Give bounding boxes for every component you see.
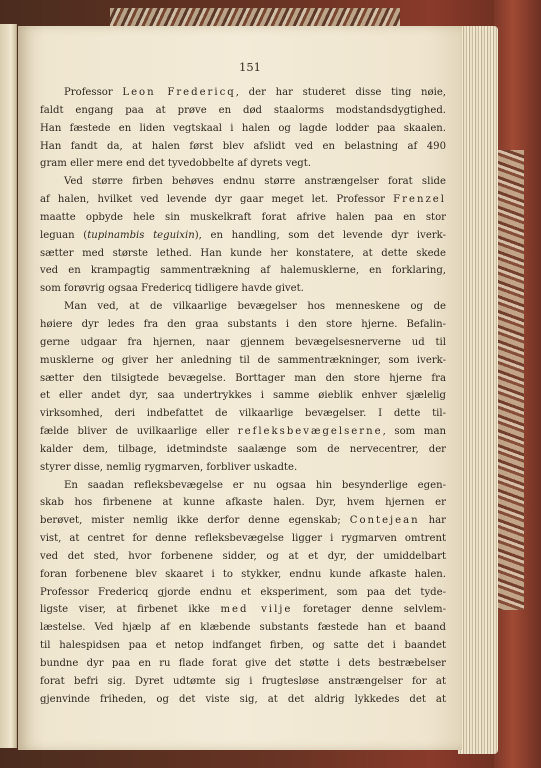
text-line: høiere dyr ledes fra den graa substants i den store hjerne. Befalin- [40,318,446,330]
text-line: forat befri sig. Dyret udtømte sig i frugtesløse anstrængelser for at [40,675,446,687]
text-line: kalder dem, tilbage, idetmindste saalænge som de nervecentrer, der [40,443,446,455]
text-line: styrer disse, nemlig rygmarven, forbliver uskadte. [40,461,298,473]
text-line: berøvet, mister nemlig ikke derfor denne egenskab; Contejean har [40,515,446,527]
text-line: sætter med største lethed. Han kunde her konstatere, at dette skede [40,247,446,259]
text-line: vist, at centret for denne refleksbevægelse ligger i rygmarven omtrent [40,533,446,545]
page-number: 151 [239,60,261,74]
book-page [18,26,462,750]
text-line: fælde bliver de uvilkaarlige eller refleksbevægelserne, som man [40,426,446,438]
text-line: gram eller mere end det tyvedobbelte af dyrets vegt. [40,158,312,170]
text-line: gerne udgaar fra hjernen, naar gjennem bevægelsesnerverne ud til [40,336,446,348]
text-line: Professor Leon Fredericq, der har studeret disse ting nøie, [64,87,446,98]
text-line: Professor Fredericq gjorde endnu et eksperiment, som paa det tyde- [40,586,446,598]
text-line: til halespidsen paa et netop indfanget firben, og satte det i baandet [40,640,446,652]
text-line: Man ved, at de vilkaarlige bevægelser hos menneskene og de [64,301,446,313]
text-line: foran forbenene blev skaaret i to stykker, endnu kunde afkaste halen. [40,568,446,580]
text-line: faldt engang paa at prøve en død staalorms modstandsdygtighed. [40,104,446,116]
text-line: Han fandt da, at halen først blev afslidt ved en belastning af 490 [40,140,446,152]
text-line: af halen, hvilket ved levende dyr gaar meget let. Professor Frenzel [40,194,446,206]
text-line: Ved større firben behøves endnu større anstrængelser forat slide [64,176,446,188]
text-line: ligste viser, at firbenet ikke med vilje foretager denne selvlem- [40,604,447,616]
text-line: skab hos firbenene at kunne afkaste halen. Dyr, hvem hjernen er [40,497,446,509]
text-line: En saadan refleksbevægelse er nu ogsaa hin besynderlige egen- [64,479,446,491]
text-line: leguan (tupinambis teguixin), en handling, som det levende dyr iverk- [40,229,446,241]
text-line: musklerne og giver her anledning til de sammentrækninger, som iverk- [40,354,446,366]
text-line: Han fæstede en liden vegtskaal i halen og lagde lodder paa skaalen. [40,122,446,134]
text-line: gjenvinde friheden, og det viste sig, at det aldrig lykkedes det at [40,693,446,705]
text-line: som forøvrig ogsaa Fredericq tidligere havde givet. [40,283,304,295]
text-line: læstelse. Ved hjælp af en klæbende substants fæstede han et baand [40,622,446,634]
text-line: ved en krampagtig sammentrækning af halemusklerne, en forklaring, [40,265,446,277]
body-text [40,84,446,709]
text-line: bundne dyr paa en ru flade forat give det støtte i dets bestræbelser [40,658,446,669]
page-stack-edges [458,26,498,754]
text-line: et eller andet dyr, saa undertrykkes i samme øieblik enhver sjælelig [40,390,446,402]
text-line: maatte opbyde hele sin muskelkraft forat afrive halen paa en stor [40,211,446,223]
text-line: sætter den tilsigtede bevægelse. Borttager man den store hjerne fra [40,372,446,384]
text-line: virksomhed, deri indbefattet de vilkaarlige bevægelser. I dette til- [40,408,446,420]
facing-page-edge [0,24,17,748]
text-line: ved det sted, hvor forbenene sidder, og at et dyr, der umiddelbart [40,550,446,562]
marbled-endpaper-right [496,150,524,610]
